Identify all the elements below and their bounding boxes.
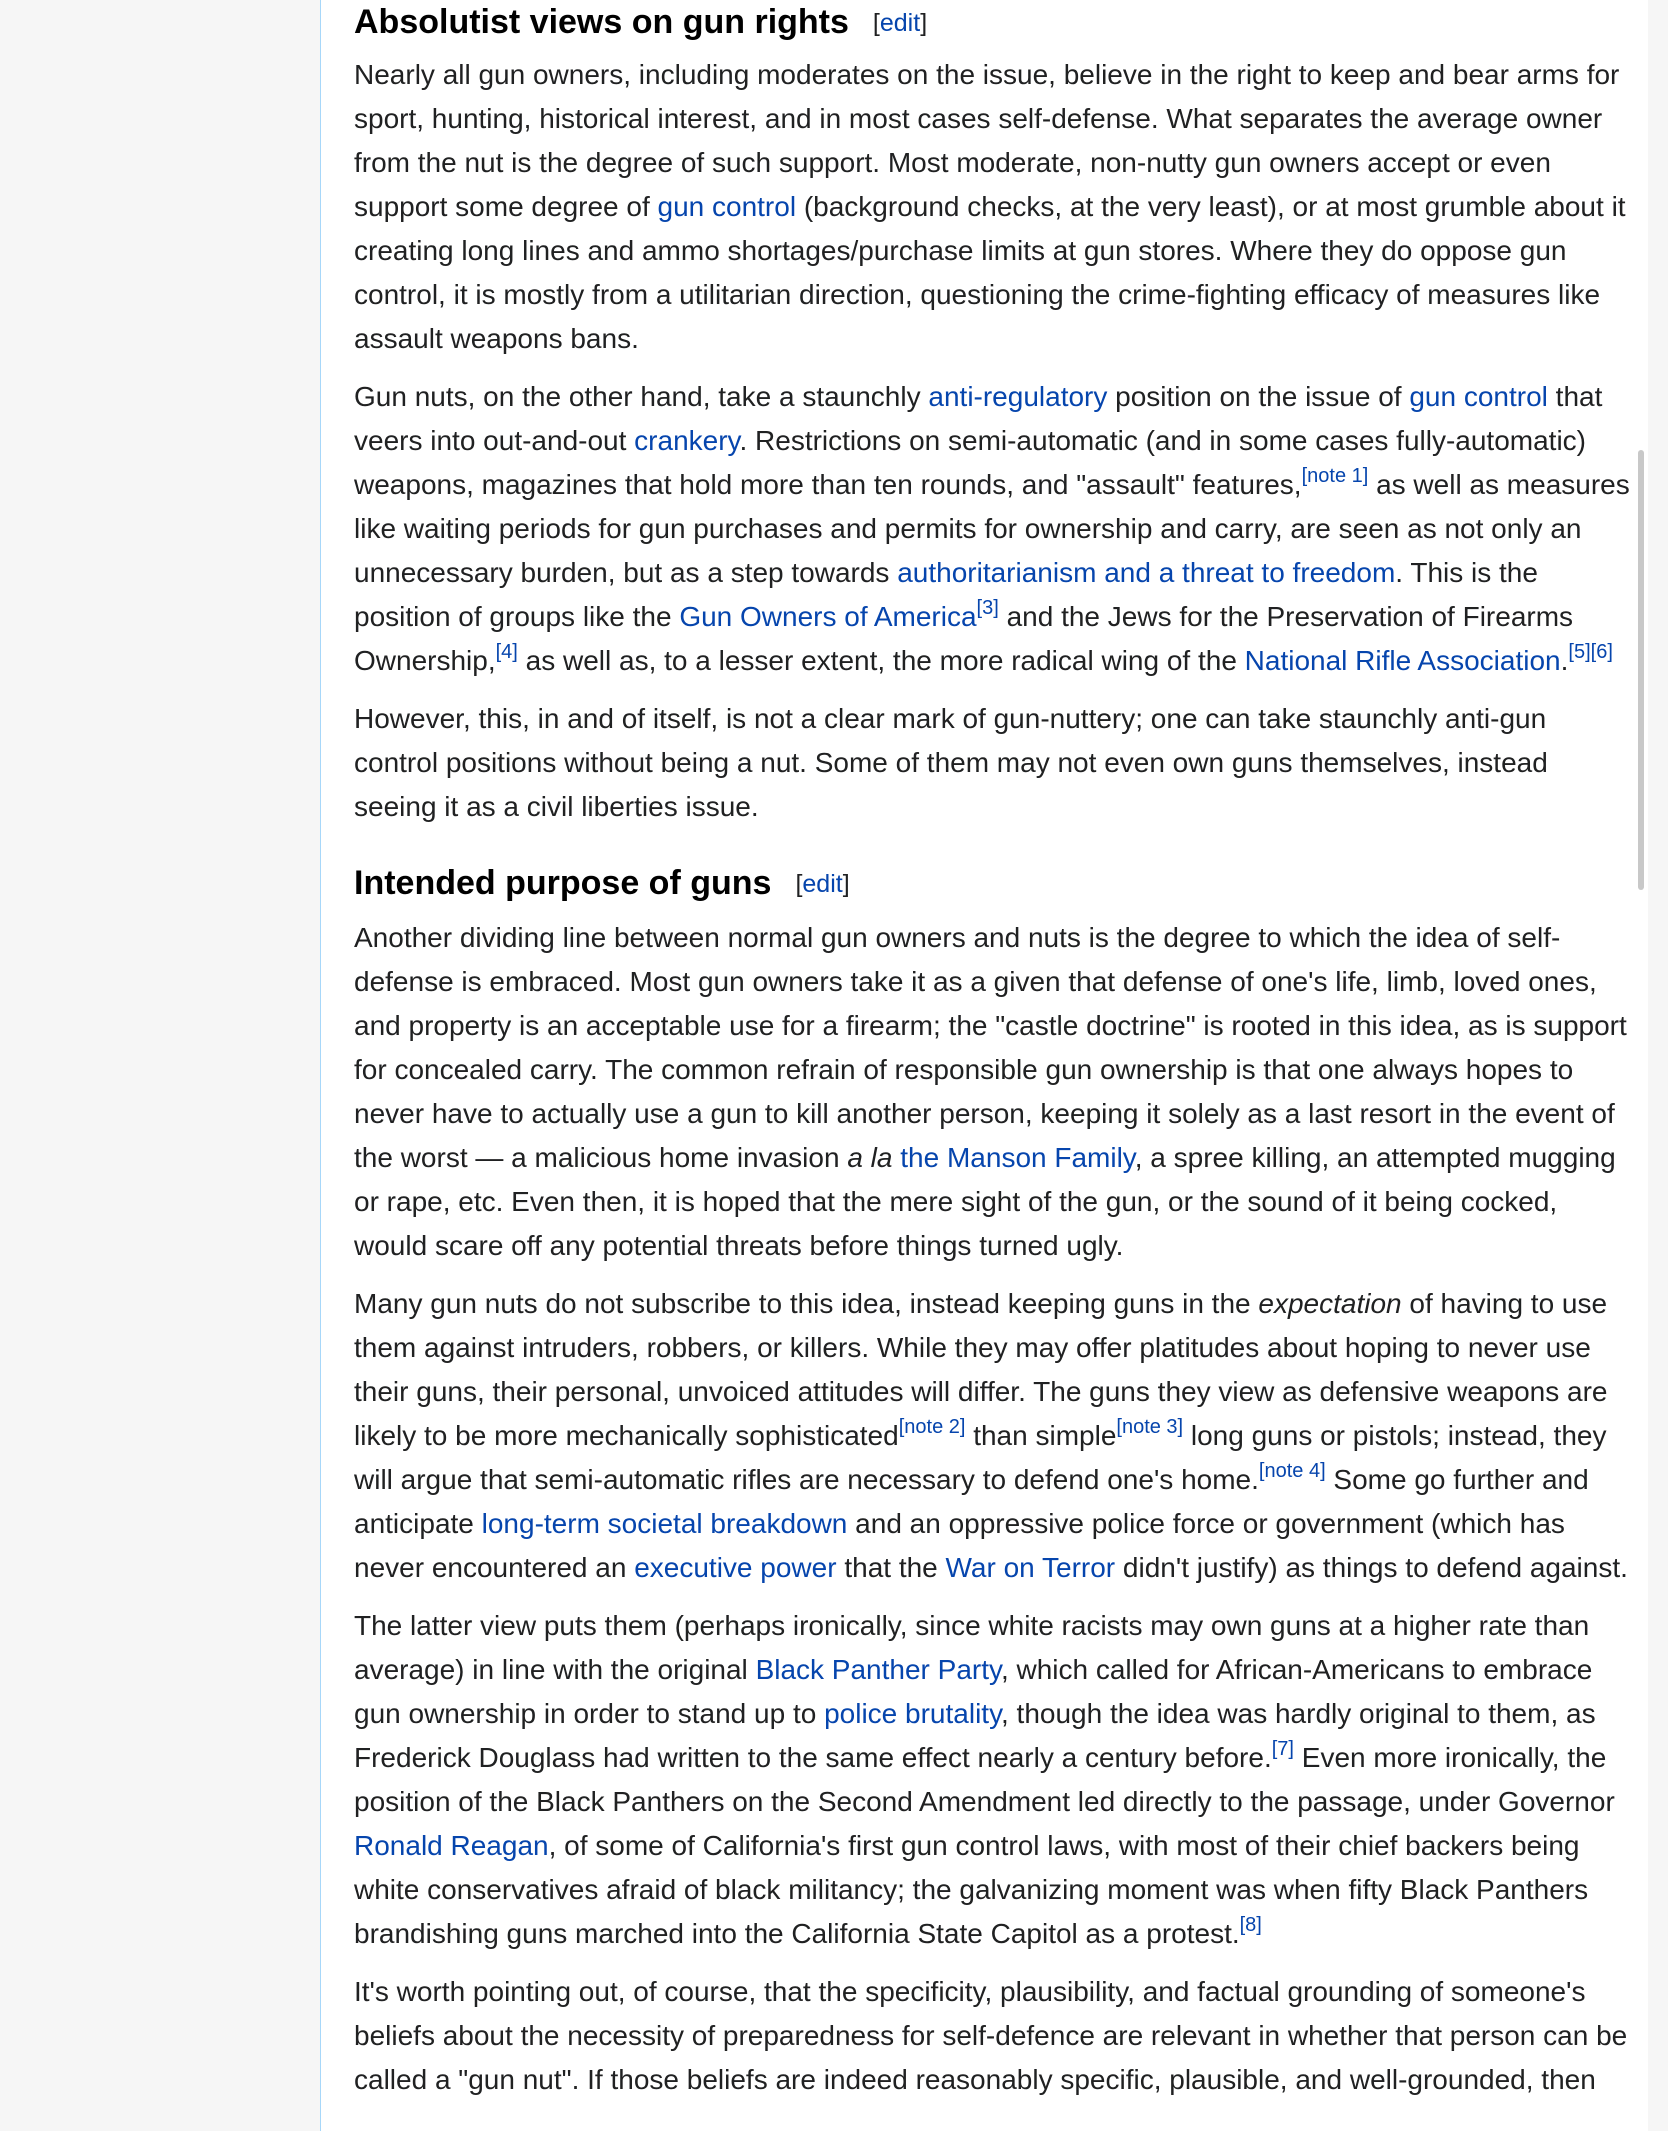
text: , which called for African-Americans to embrace gun ownership in order to stand up to [354, 1654, 1593, 1729]
section-title: Absolutist views on gun rights [354, 3, 849, 41]
text: . [1560, 645, 1569, 676]
link-black-panther-party[interactable]: Black Panther Party [755, 1654, 1001, 1685]
text: (background checks, at the very least), or at most grumble about it creating long lines and ammo shortages/purchase limits at gun stores. Where they do oppose gun control, it is mostly from a utilitarian direction, questioning the crime-fighting efficacy of measures like assault weapons bans. [354, 191, 1626, 354]
text: Even more ironically, the position of the Black Panthers on the Second Amendment led directly to the passage, under Governor [354, 1742, 1615, 1817]
text: long guns or pistols; instead, they will argue that semi-automatic rifles are necessary to defend one's home. [354, 1420, 1607, 1495]
footnote-ref-7[interactable]: [7] [1271, 1737, 1294, 1760]
footnote-ref-note-1[interactable]: [note 1] [1301, 464, 1369, 487]
section-heading-intended-purpose [354, 861, 1634, 906]
sidebar [0, 0, 320, 2131]
text: position on the issue of [1107, 381, 1410, 412]
link-war-on-terror[interactable]: War on Terror [945, 1552, 1116, 1583]
paragraph [354, 53, 1634, 361]
footnote-ref-note-2[interactable]: [note 2] [898, 1415, 966, 1438]
text: didn't justify) as things to defend against. [1115, 1552, 1628, 1583]
text: . Restrictions on semi-automatic (and in some cases fully-automatic) weapons, magazines that hold more than ten rounds, and "assault" features, [354, 425, 1587, 500]
link-executive-power[interactable]: executive power [634, 1552, 837, 1583]
text: Gun nuts, on the other hand, take a staunchly [354, 381, 929, 412]
paragraph [354, 1282, 1634, 1590]
footnote-ref-5[interactable]: [5] [1568, 640, 1591, 663]
link-manson-family[interactable]: the Manson Family [900, 1142, 1135, 1173]
text: . This is the position of groups like the [354, 557, 1538, 632]
text: that the [836, 1552, 946, 1583]
link-anti-regulatory[interactable]: anti-regulatory [928, 381, 1108, 412]
footnote-ref-3[interactable]: [3] [976, 596, 999, 619]
section-heading-absolutist-views [354, 0, 1634, 45]
text: , of some of California's first gun control laws, with most of their chief backers being white conservatives afraid of black militancy; the galvanizing moment was when fifty Black Panthers brandishing guns marched into the California State Capitol as a protest. [354, 1830, 1589, 1949]
link-long-term-societal-breakdown[interactable]: long-term societal breakdown [481, 1508, 848, 1539]
section-title: Intended purpose of guns [354, 864, 772, 902]
text: as well as, to a lesser extent, the more radical wing of the [517, 645, 1245, 676]
link-gun-control[interactable]: gun control [657, 191, 797, 222]
link-authoritarianism[interactable]: authoritarianism and a threat to freedom [897, 557, 1396, 588]
section-edit-bracket: [edit] [872, 9, 928, 37]
text: Many gun nuts do not subscribe to this idea, instead keeping guns in the [354, 1288, 1259, 1319]
link-ronald-reagan[interactable]: Ronald Reagan [354, 1830, 549, 1861]
text: , though the idea was hardly original to them, as Frederick Douglass had written to the same effect nearly a century before. [354, 1698, 1596, 1773]
footnote-ref-6[interactable]: [6] [1590, 640, 1613, 663]
text: The latter view puts them (perhaps ironically, since white racists may own guns at a higher rate than average) in line with the original [354, 1610, 1590, 1685]
footnote-ref-note-4[interactable]: [note 4] [1258, 1459, 1326, 1482]
footnote-ref-8[interactable]: [8] [1239, 1913, 1262, 1936]
paragraph: It's worth pointing out, of course, that the specificity, plausibility, and factual grounding of someone's beliefs about the necessity of preparedness for self-defence are relevant in whether that person can be called a "gun nut". If those beliefs are indeed reasonably specific, plausible, and well-grounded, then [354, 1976, 1628, 2095]
text: Some go further and anticipate [354, 1464, 1589, 1539]
italic-text: expectation [1258, 1288, 1402, 1319]
link-gun-owners-of-america[interactable]: Gun Owners of America [679, 601, 977, 632]
text: Another dividing line between normal gun owners and nuts is the degree to which the idea of self-defense is embraced. Most gun owners take it as a given that defense of one's life, limb, loved ones, and property is an acceptable use for a firearm; the "castle doctrine" is rooted in this idea, as is support for concealed carry. The common refrain of responsible gun ownership is that one always hopes to never have to actually use a gun to kill another person, keeping it solely as a last resort in the event of the worst — a malicious home invasion [354, 922, 1627, 1173]
paragraph [354, 375, 1634, 683]
link-gun-control[interactable]: gun control [1409, 381, 1548, 412]
text: of having to use them against intruders, robbers, or killers. While they may offer platitudes about hoping to never use their guns, their personal, unvoiced attitudes will differ. The guns they view as defensive weapons are likely to be more mechanically sophisticated [354, 1288, 1608, 1451]
text: Nearly all gun owners, including moderates on the issue, believe in the right to keep and bear arms for sport, hunting, historical interest, and in most cases self-defense. What separates the average owner from the nut is the degree of such support. Most moderate, non-nutty gun owners accept or even support some degree of [354, 59, 1620, 222]
text: than simple [965, 1420, 1117, 1451]
text: and an oppressive police force or government (which has never encountered an [354, 1508, 1565, 1583]
text: and the Jews for the Preservation of Firearms Ownership, [354, 601, 1574, 676]
text: as well as measures like waiting periods for gun purchases and permits for ownership and carry, are seen as not only an unnecessary burden, but as a step towards [354, 469, 1630, 588]
edit-section-link[interactable]: edit [802, 870, 843, 898]
edit-section-link[interactable]: edit [879, 9, 921, 37]
italic-text: a la [847, 1142, 893, 1173]
paragraph [354, 1604, 1634, 1956]
text: , a spree killing, an attempted mugging or rape, etc. Even then, it is hoped that the mere sight of the gun, or the sound of it being cocked, would scare off any potential threats before things turned ugly. [354, 1142, 1616, 1261]
link-police-brutality[interactable]: police brutality [824, 1698, 1001, 1729]
text: that veers into out-and-out [354, 381, 1603, 456]
footnote-ref-4[interactable]: [4] [495, 640, 518, 663]
paragraph [354, 916, 1634, 1268]
footnote-ref-note-3[interactable]: [note 3] [1116, 1415, 1184, 1438]
section-edit-bracket: [edit] [795, 870, 850, 898]
paragraph: However, this, in and of itself, is not a clear mark of gun-nuttery; one can take staunchly anti-gun control positions without being a nut. Some of them may not even own guns themselves, instead seeing it as a civil liberties issue. [354, 703, 1548, 822]
link-crankery[interactable]: crankery [634, 425, 740, 456]
scrollbar-thumb[interactable] [1638, 450, 1644, 890]
link-national-rifle-association[interactable]: National Rifle Association [1244, 645, 1561, 676]
article-content [320, 0, 1648, 2131]
